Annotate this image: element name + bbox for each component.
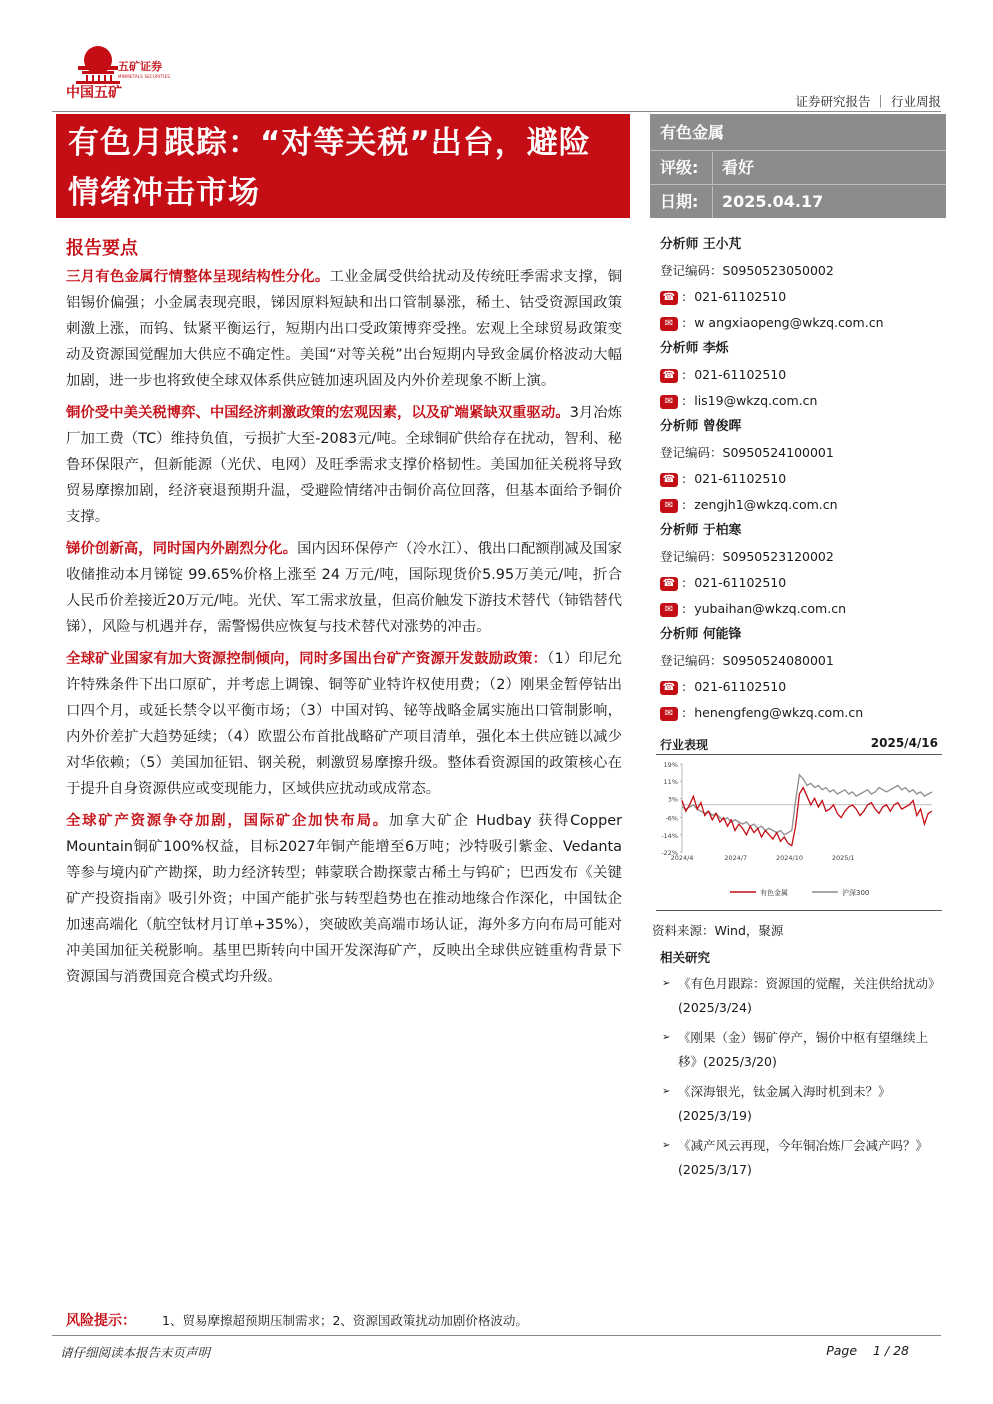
phone-icon: ☎ [660, 577, 678, 591]
analyst-card [660, 622, 946, 726]
logo-text: 中国五矿 [66, 85, 122, 101]
arrow-bullet-icon: ➢ [662, 1032, 671, 1043]
report-title [56, 114, 630, 218]
phone-number: 021-61102510 [694, 289, 787, 304]
phone-icon: ☎ [660, 681, 678, 695]
y-tick-label: 11% [663, 778, 678, 787]
registration-code: S0950524100001 [722, 445, 834, 460]
phone-icon: ☎ [660, 473, 678, 487]
email-icon: ✉ [660, 707, 678, 721]
rating-panel [650, 114, 946, 218]
analyst-registration [660, 648, 946, 674]
y-tick-label: -22% [661, 849, 678, 857]
related-item-text: 《有色月跟踪：资源国的觉醒，关注供给扰动》(2025/3/24) [678, 976, 941, 1015]
page-label: Page [826, 1343, 858, 1358]
page-number [826, 1343, 909, 1358]
related-item-text: 《减产风云再现，今年铜冶炼厂会减产吗？》(2025/3/17) [678, 1138, 929, 1177]
summary-paragraph [66, 264, 622, 394]
risk-warning [66, 1310, 528, 1330]
analyst-card [660, 414, 946, 518]
title-line-2: 情绪冲击市场 [68, 175, 260, 211]
registration-code: S0950523050002 [722, 263, 834, 278]
performance-divider [656, 910, 942, 911]
email-address[interactable]: yubaihan@wkzq.com.cn [694, 601, 847, 616]
footer-divider [52, 1335, 941, 1336]
paragraph-lead: 全球矿产资源争夺加剧，国际矿企加快布局。 [66, 813, 389, 829]
paragraph-lead: 锑价创新高，同时国内外剧烈分化。 [66, 541, 298, 557]
y-tick-label: 3% [667, 795, 678, 804]
phone-number: 021-61102510 [694, 367, 787, 382]
brand-en: MINMETALS SECURITIES [118, 74, 170, 79]
phone-icon: ☎ [660, 291, 678, 305]
analyst-name: 分析师 李烁 [660, 341, 729, 356]
x-tick-label: 2024/4 [670, 854, 694, 862]
related-item[interactable] [662, 1134, 944, 1182]
email-icon: ✉ [660, 499, 678, 513]
header-divider [52, 111, 941, 112]
arrow-bullet-icon: ➢ [662, 1086, 671, 1097]
paragraph-lead: 全球矿业国家有加大资源控制倾向，同时多国出台矿产资源开发鼓励政策： [66, 651, 548, 667]
performance-title: 行业表现 [660, 738, 709, 752]
analyst-email: ✉ : lis19@wkzq.com.cn [660, 388, 946, 414]
email-icon: ✉ [660, 395, 678, 409]
analyst-list [660, 232, 946, 726]
info-vertical-divider [712, 186, 713, 218]
report-type: 证券研究报告 ｜ 行业周报 [795, 94, 941, 109]
registration-label: 登记编码： [660, 263, 723, 278]
date-row [650, 185, 946, 219]
performance-header [660, 736, 938, 753]
date-label: 日期: [660, 192, 699, 211]
phone-icon: ☎ [660, 369, 678, 383]
registration-code: S0950524080001 [722, 653, 834, 668]
registration-code: S0950523120002 [722, 549, 834, 564]
analyst-registration [660, 544, 946, 570]
phone-number: 021-61102510 [694, 575, 787, 590]
risk-label: 风险提示： [66, 1313, 136, 1329]
rating-label: 评级: [660, 158, 699, 177]
page-value: 1 / 28 [872, 1343, 909, 1358]
company-logo [64, 44, 214, 100]
summary-paragraph [66, 646, 622, 802]
summary-body [66, 264, 622, 996]
paragraph-text: 加拿大矿企 Hudbay 获得Copper Mountain铜矿100%权益，目标2027年铜产能增至6万吨；沙特吸引紫金、Vedanta等参与境内矿产勘探，助力经济转型；韩蒙联合勘探蒙古稀土与钨矿；巴西发布《关键矿产投资指南》吸引外资；中国产能扩张与转型趋势也在推动地缘合作深化，中国钛企加速高端化（航空钛材月订单+35%），突破欧美高端市场认证，海外多方向布局可能对冲美国加征关税影响。基里巴斯转向中国开发深海矿产，反映出全球供应链重构背景下资源国与消费国竞合模式均升级。 [66, 813, 622, 985]
paragraph-text: 国内因环保停产（冷水江）、俄出口配额削减及国家收储推动本月锑锭 99.65%价格上涨至 24 万元/吨，国际现货价5.95万美元/吨，折合人民币价差接近20万元/吨。光伏、军工需求放量，但高价触发下游技术替代（铈锆替代锑），风险与机遇并存，需警惕供应恢复与技术替代对涨势的冲击。 [66, 541, 622, 635]
sector-name: 有色金属 [660, 123, 725, 142]
arrow-bullet-icon: ➢ [662, 978, 671, 989]
email-icon: ✉ [660, 317, 678, 331]
analyst-email: ✉ : zengjh1@wkzq.com.cn [660, 492, 946, 518]
y-tick-label: -14% [661, 831, 678, 840]
phone-number: 021-61102510 [694, 679, 787, 694]
related-research-list [662, 972, 944, 1188]
email-address[interactable]: zengjh1@wkzq.com.cn [694, 497, 838, 512]
analyst-phone: ☎ : 021-61102510 [660, 284, 946, 310]
paragraph-text: 工业金属受供给扰动及传统旺季需求支撑，铜铝锡价偏强；小金属表现亮眼，锑因原料短缺和出口管制暴涨，稀土、钴受资源国政策刺激上涨，而钨、钛紧平衡运行，短期内出口受政策博弈受挫。宏观上全球贸易政策变动及资源国觉醒加大供应不确定性。美国“对等关税”出台短期内导致金属价格波动大幅加剧，进一步也将致使全球双体系供应链加速巩固及内外价差现象不断上演。 [66, 269, 622, 389]
rating-value: 看好 [722, 158, 755, 177]
x-tick-label: 2024/10 [775, 854, 804, 862]
analyst-registration [660, 440, 946, 466]
analyst-email: ✉ : henengfeng@wkzq.com.cn [660, 700, 946, 726]
analyst-email: ✉ : w angxiaopeng@wkzq.com.cn [660, 310, 946, 336]
phone-number: 021-61102510 [694, 471, 787, 486]
info-vertical-divider [712, 152, 713, 184]
summary-paragraph [66, 536, 622, 640]
email-icon: ✉ [660, 603, 678, 617]
legend-label: 有色金属 [760, 889, 788, 897]
related-item[interactable] [662, 1026, 944, 1074]
paragraph-text: （1）印尼允许特殊条件下出口原矿，并考虑上调镍、铜等矿业特许权使用费；（2）刚果金暂停钴出口四个月，或延长禁令以平衡市场；（3）中国对钨、铋等战略金属实施出口管制影响，内外价差扩大趋势延续；（4）欧盟公布首批战略矿产项目清单，强化本土供应链以减少对华依赖；（5）美国加征铝、钢关税，刺激贸易摩擦升级。整体看资源国的政策核心在于提升自身资源供应或变现能力，区域供应扰动或成常态。 [66, 651, 622, 797]
analyst-name: 分析师 王小芃 [660, 237, 742, 252]
analyst-phone: ☎ : 021-61102510 [660, 674, 946, 700]
industry-performance-chart [648, 756, 944, 904]
x-tick-label: 2024/7 [724, 854, 748, 862]
related-item-text: 《刚果（金）锡矿停产，锡价中枢有望继续上移》(2025/3/20) [678, 1030, 929, 1069]
analyst-card [660, 232, 946, 336]
related-research-heading: 相关研究 [660, 950, 711, 965]
rating-row [650, 151, 946, 185]
title-line-1: 有色月跟踪：“对等关税”出台，避险 [68, 125, 591, 161]
analyst-registration [660, 258, 946, 284]
y-tick-label: 19% [663, 761, 678, 769]
registration-label: 登记编码： [660, 549, 723, 564]
email-address[interactable]: lis19@wkzq.com.cn [694, 393, 818, 408]
footer-disclaimer: 请仔细阅读本报告末页声明 [60, 1345, 211, 1360]
analyst-email: ✉ : yubaihan@wkzq.com.cn [660, 596, 946, 622]
related-item-text: 《深海银光，钛金属入海时机到未？》(2025/3/19) [678, 1084, 891, 1123]
brand-cn: 五矿证券 [118, 60, 162, 73]
analyst-name: 分析师 何能锋 [660, 627, 742, 642]
paragraph-lead: 铜价受中美关税博弈、中国经济刺激政策的宏观因素，以及矿端紧缺双重驱动。 [66, 405, 570, 421]
risk-text: 1、贸易摩擦超预期压制需求；2、资源国政策扰动加剧价格波动。 [162, 1313, 528, 1328]
arrow-bullet-icon: ➢ [662, 1140, 671, 1151]
analyst-phone: ☎ : 021-61102510 [660, 570, 946, 596]
analyst-phone: ☎ : 021-61102510 [660, 466, 946, 492]
summary-paragraph [66, 808, 622, 990]
paragraph-lead: 三月有色金属行情整体呈现结构性分化。 [66, 269, 330, 285]
analyst-card [660, 336, 946, 414]
y-tick-label: -6% [665, 814, 678, 823]
paragraph-text: 3月冶炼厂加工费（TC）维持负值，亏损扩大至-2083元/吨。全球铜矿供给存在扰动，智利、秘鲁环保限产，但新能源（光伏、电网）及旺季需求支撑价格韧性。美国加征关税将导致贸易摩擦加剧，经济衰退预期升温，受避险情绪冲击铜价高位回落，但基本面给予铜价支撑。 [66, 405, 623, 525]
performance-date: 2025/4/16 [870, 736, 938, 750]
related-item[interactable] [662, 1080, 944, 1128]
registration-label: 登记编码： [660, 653, 723, 668]
sector-row [650, 116, 946, 150]
analyst-card [660, 518, 946, 622]
registration-label: 登记编码： [660, 445, 723, 460]
x-tick-label: 2025/1 [831, 854, 855, 862]
date-value: 2025.04.17 [722, 192, 824, 211]
email-address[interactable]: w angxiaopeng@wkzq.com.cn [694, 315, 884, 330]
performance-divider [656, 754, 942, 755]
analyst-name: 分析师 曾俊晖 [660, 419, 742, 434]
legend-label: 沪深300 [842, 889, 870, 897]
summary-paragraph [66, 400, 622, 530]
related-item[interactable] [662, 972, 944, 1020]
summary-heading: 报告要点 [66, 238, 138, 259]
data-source: 资料来源：Wind，聚源 [652, 923, 784, 938]
analyst-phone: ☎ : 021-61102510 [660, 362, 946, 388]
email-address[interactable]: henengfeng@wkzq.com.cn [694, 705, 864, 720]
analyst-name: 分析师 于柏寒 [660, 523, 742, 538]
